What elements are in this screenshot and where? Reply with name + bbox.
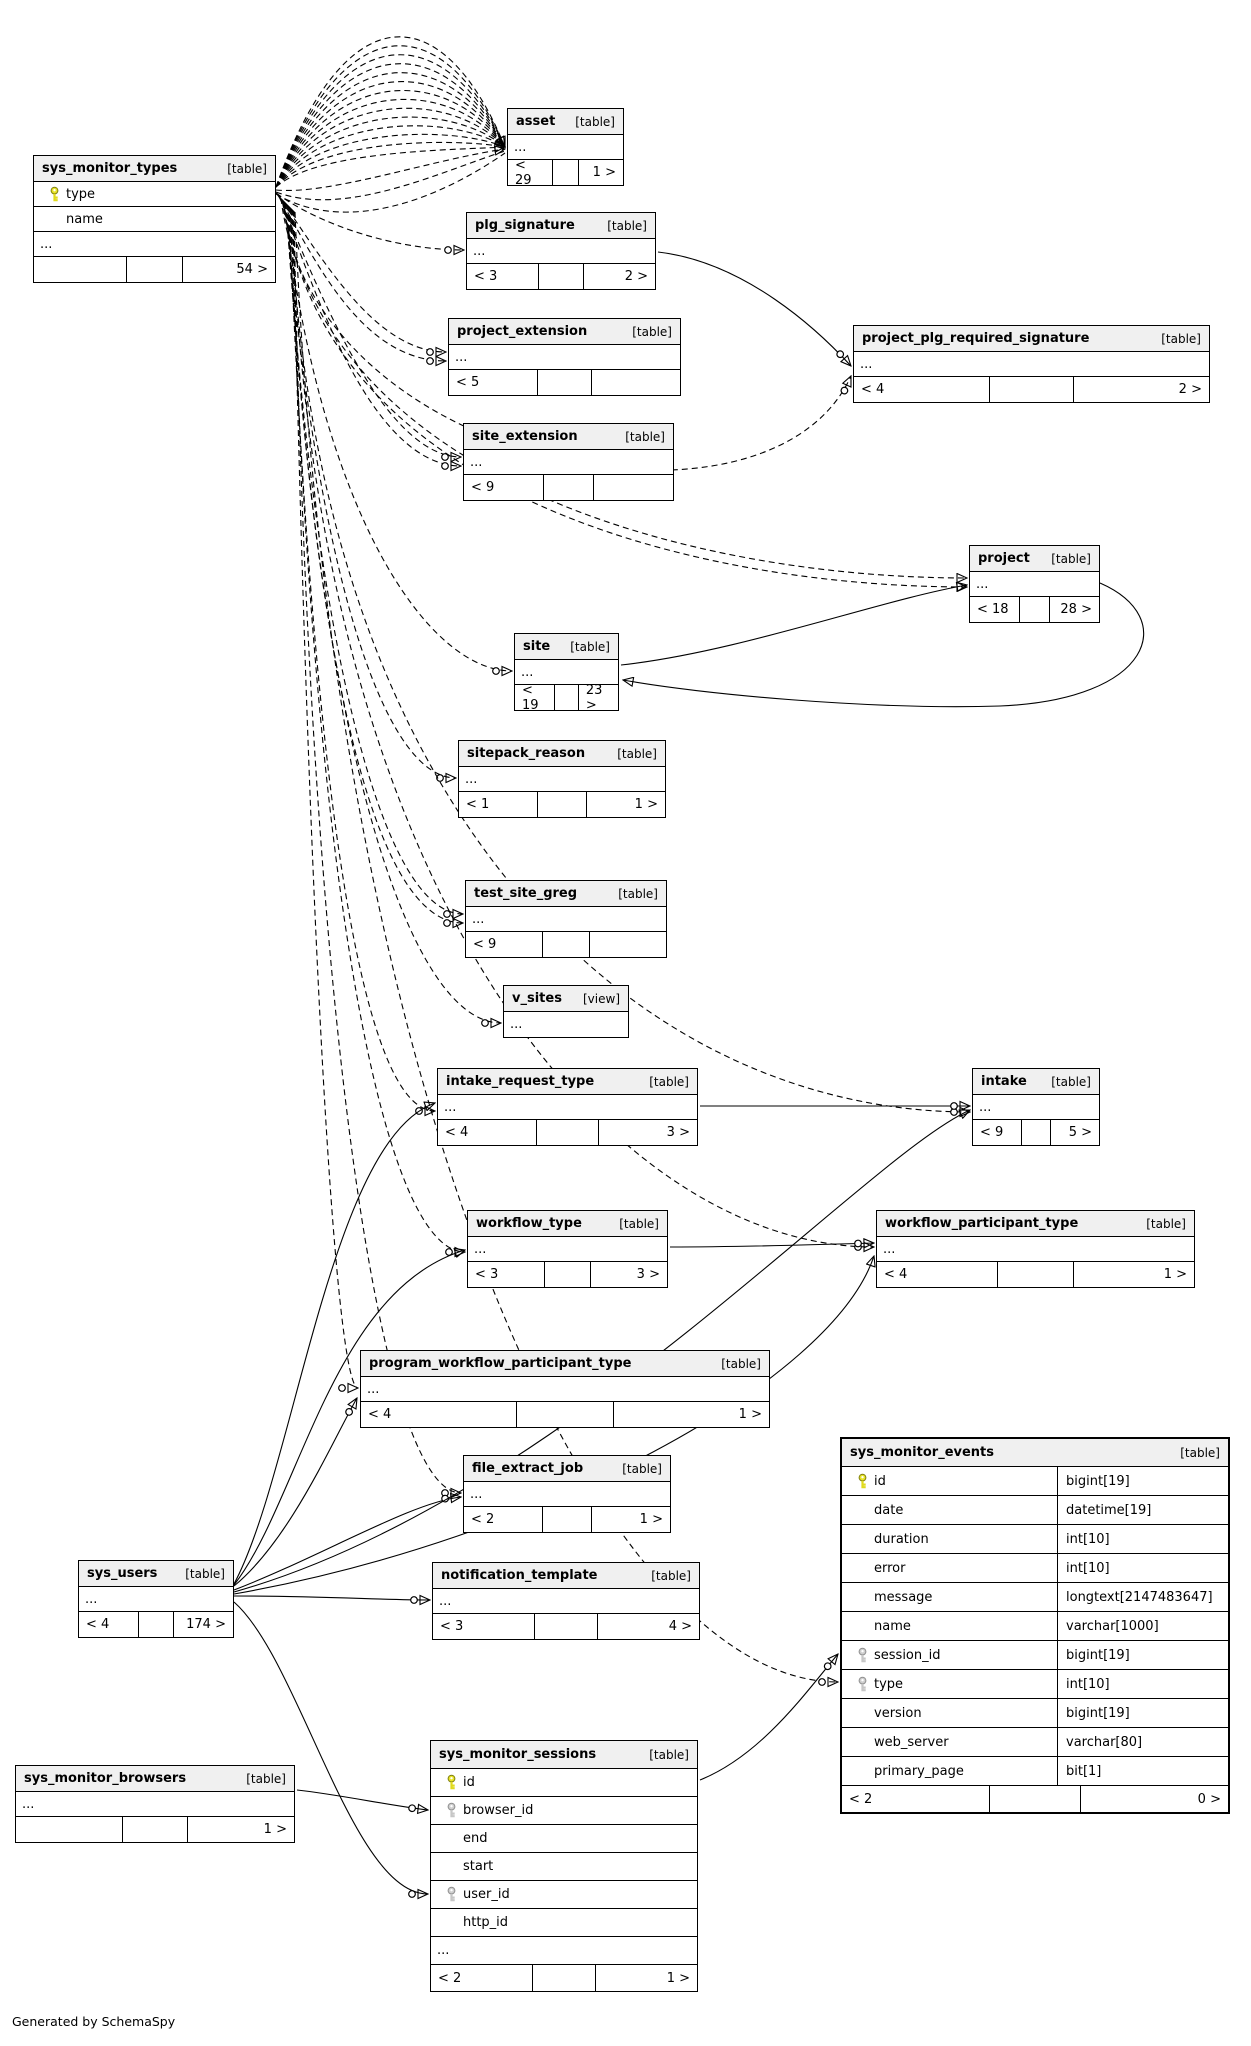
table-header: [464, 424, 673, 450]
footer-children-count: < 18: [977, 602, 1009, 617]
footer-spacer: [542, 932, 590, 957]
table-header: [466, 881, 666, 907]
column-name: web_server: [874, 1734, 949, 1750]
column-row: [842, 1641, 1228, 1670]
column-name: browser_id: [463, 1803, 534, 1818]
table-kind: [table]: [625, 429, 665, 444]
column-row: [431, 1769, 697, 1797]
column-row: [842, 1525, 1228, 1554]
column-row: [842, 1699, 1228, 1728]
column-name: type: [66, 186, 96, 202]
footer-spacer: [544, 1262, 592, 1287]
footer-spacer: [536, 1120, 598, 1145]
relationship-line: [276, 149, 505, 190]
table-kind: [table]: [649, 1074, 689, 1089]
table-name[interactable]: site: [523, 639, 551, 654]
table-header: [361, 1351, 769, 1377]
footer-spacer: [542, 1507, 591, 1532]
column-name: end: [463, 1831, 488, 1846]
ellipsis-row: [466, 907, 666, 932]
ellipsis-row: [459, 767, 665, 792]
table-name[interactable]: notification_template: [441, 1568, 598, 1583]
table-kind: [table]: [570, 639, 610, 654]
footer-spacer: [126, 257, 184, 282]
column-name: id: [463, 1775, 475, 1790]
table-project[interactable]: [969, 545, 1100, 623]
footer-spacer: [534, 1614, 598, 1639]
table-footer: [16, 1817, 294, 1842]
more-columns-label: ...: [472, 911, 485, 927]
more-columns-label: ...: [437, 1943, 450, 1958]
column-type: datetime[19]: [1057, 1496, 1228, 1524]
ellipsis-row: [431, 1937, 697, 1965]
table-intake[interactable]: [972, 1068, 1100, 1146]
footer-spacer: [997, 1262, 1073, 1287]
table-name[interactable]: sys_users: [87, 1566, 158, 1581]
table-footer: [464, 1507, 670, 1532]
ellipsis-row: [508, 135, 623, 160]
table-kind: [table]: [246, 1771, 286, 1786]
table-footer: [459, 792, 665, 817]
table-kind: [table]: [649, 1747, 689, 1762]
footer-parents-count: 3 >: [666, 1125, 690, 1140]
table-footer: [438, 1120, 697, 1145]
relationship-line: [294, 211, 461, 1493]
table-kind: [table]: [632, 324, 672, 339]
more-columns-label: ...: [521, 664, 534, 680]
table-sys_monitor_browsers[interactable]: [15, 1765, 295, 1843]
footer-children-count: < 4: [861, 382, 885, 397]
column-name: error: [874, 1560, 906, 1576]
table-kind: [table]: [1051, 551, 1091, 566]
table-footer: [468, 1262, 667, 1287]
table-header: [464, 1456, 670, 1482]
ellipsis-row: [438, 1095, 697, 1120]
generator-note: Generated by SchemaSpy: [12, 2014, 176, 2029]
column-row: [842, 1612, 1228, 1641]
more-columns-label: ...: [22, 1796, 35, 1812]
ellipsis-row: [468, 1237, 667, 1262]
column-name: type: [874, 1676, 904, 1692]
column-type: int[10]: [1057, 1554, 1228, 1582]
column-name: primary_page: [874, 1763, 964, 1779]
column-name: date: [874, 1502, 904, 1518]
footer-spacer: [122, 1817, 189, 1842]
column-type: varchar[1000]: [1057, 1612, 1228, 1640]
relationship-line: [276, 46, 505, 187]
table-header: [467, 213, 655, 239]
more-columns-label: ...: [439, 1593, 452, 1609]
footer-spacer: [554, 685, 579, 710]
table-header: [508, 109, 623, 135]
relationship-line: [234, 1596, 430, 1600]
footer-children-count: < 4: [368, 1407, 392, 1422]
column-name: name: [66, 211, 103, 227]
more-columns-label: ...: [979, 1099, 992, 1115]
table-sys_users[interactable]: [78, 1560, 234, 1638]
table-kind: [table]: [651, 1568, 691, 1583]
footer-children-count: < 3: [474, 269, 498, 284]
table-name[interactable]: program_workflow_participant_type: [369, 1356, 632, 1371]
footer-spacer: [1019, 597, 1050, 622]
table-name[interactable]: test_site_greg: [474, 886, 578, 901]
table-footer: [842, 1786, 1228, 1812]
footer-spacer: [989, 377, 1074, 402]
column-name: id: [874, 1473, 886, 1489]
more-columns-label: ...: [444, 1099, 457, 1115]
footer-children-count: < 29: [515, 157, 532, 188]
table-footer: [467, 264, 655, 289]
column-row: [34, 182, 275, 207]
relationship-line: [276, 108, 505, 187]
table-sys_monitor_types[interactable]: [33, 155, 276, 283]
table-footer: [361, 1402, 769, 1427]
footer-children-count: < 4: [884, 1267, 908, 1282]
table-header: [34, 156, 275, 182]
footer-parents-count: 2 >: [624, 269, 648, 284]
table-header: [449, 319, 680, 345]
ellipsis-row: [79, 1587, 233, 1612]
table-footer: [515, 682, 618, 713]
table-header: [877, 1211, 1194, 1237]
column-name: http_id: [463, 1915, 509, 1930]
ellipsis-row: [449, 345, 680, 370]
table-header: [16, 1766, 294, 1792]
table-name[interactable]: site_extension: [472, 429, 578, 444]
table-kind: [table]: [617, 746, 657, 761]
more-columns-label: ...: [465, 771, 478, 787]
table-name[interactable]: intake_request_type: [446, 1074, 595, 1089]
relationship-line: [234, 1497, 461, 1590]
table-name[interactable]: project_plg_required_signature: [862, 331, 1090, 346]
footer-spacer: [537, 792, 586, 817]
relationship-line: [277, 194, 446, 352]
relationship-line: [297, 1790, 428, 1810]
footer-spacer: [1021, 1120, 1051, 1145]
footer-children-count: < 2: [471, 1512, 495, 1527]
ellipsis-row: [464, 450, 673, 475]
ellipsis-row: [515, 660, 618, 685]
column-row: [842, 1670, 1228, 1699]
column-row: [431, 1825, 697, 1853]
footer-spacer: [989, 1786, 1082, 1812]
column-name: name: [874, 1618, 911, 1634]
column-type: varchar[80]: [1057, 1728, 1228, 1756]
ellipsis-row: [464, 1482, 670, 1507]
table-footer: [508, 157, 623, 188]
table-name[interactable]: v_sites: [512, 991, 562, 1006]
ellipsis-row: [854, 352, 1209, 377]
column-row: [431, 1881, 697, 1909]
table-name[interactable]: sys_monitor_types: [42, 161, 178, 176]
more-columns-label: ...: [85, 1591, 98, 1607]
table-header: [468, 1211, 667, 1237]
footer-parents-count: 1 >: [263, 1822, 287, 1837]
table-kind: [table]: [622, 1461, 662, 1476]
table-asset[interactable]: [507, 108, 624, 186]
relationship-line: [286, 203, 463, 914]
footer-spacer: [516, 1402, 614, 1427]
table-kind: [table]: [721, 1356, 761, 1371]
relationship-line: [279, 196, 461, 457]
foreign-key-icon: [439, 1886, 463, 1903]
footer-parents-count: [594, 475, 673, 500]
table-kind: [view]: [583, 991, 620, 1006]
table-kind: [table]: [607, 218, 647, 233]
relationship-line: [276, 91, 505, 187]
more-columns-label: ...: [470, 1486, 483, 1502]
table-name[interactable]: asset: [516, 114, 556, 129]
column-name: session_id: [874, 1647, 941, 1663]
table-header: [504, 986, 628, 1012]
footer-parents-count: 28 >: [1060, 602, 1092, 617]
table-header: [79, 1561, 233, 1587]
footer-children-count: [34, 257, 126, 282]
table-footer: [79, 1612, 233, 1637]
column-type: bigint[19]: [1057, 1467, 1228, 1495]
ellipsis-row: [877, 1237, 1194, 1262]
table-footer: [877, 1262, 1194, 1287]
relationship-line: [658, 252, 851, 366]
footer-children-count: < 3: [440, 1619, 464, 1634]
relationship-line: [289, 206, 435, 1111]
table-sys_monitor_events[interactable]: [840, 1437, 1230, 1814]
footer-spacer: [543, 475, 593, 500]
table-site_extension[interactable]: [463, 423, 674, 501]
table-name[interactable]: project: [978, 551, 1030, 566]
ellipsis-row: [433, 1589, 699, 1614]
table-header: [854, 326, 1209, 352]
more-columns-label: ...: [473, 243, 486, 259]
footer-parents-count: 5 >: [1068, 1125, 1092, 1140]
footer-children-count: < 5: [456, 375, 480, 390]
table-workflow_type[interactable]: [467, 1210, 668, 1288]
footer-parents-count: 1 >: [1163, 1267, 1187, 1282]
table-footer: [433, 1614, 699, 1639]
footer-children-count: [16, 1817, 122, 1842]
table-name[interactable]: intake: [981, 1074, 1027, 1089]
table-v_sites[interactable]: [503, 985, 629, 1038]
column-row: [431, 1853, 697, 1881]
ellipsis-row: [467, 239, 655, 264]
footer-children-count: < 9: [980, 1125, 1004, 1140]
footer-parents-count: 54 >: [236, 262, 268, 277]
table-name[interactable]: sys_monitor_sessions: [439, 1747, 597, 1762]
ellipsis-row: [973, 1095, 1099, 1120]
primary-key-icon: [42, 186, 66, 203]
more-columns-label: ...: [455, 349, 468, 365]
table-footer: [973, 1120, 1099, 1145]
footer-spacer: [138, 1612, 175, 1637]
column-row: [842, 1757, 1228, 1786]
column-type: int[10]: [1057, 1670, 1228, 1698]
footer-parents-count: 23 >: [585, 682, 603, 713]
footer-children-count: < 2: [438, 1970, 462, 1986]
more-columns-label: ...: [40, 236, 53, 252]
more-columns-label: ...: [514, 139, 527, 155]
table-name[interactable]: project_extension: [457, 324, 588, 339]
relationship-line: [276, 147, 505, 187]
table-name[interactable]: file_extract_job: [472, 1461, 584, 1476]
more-columns-label: ...: [474, 1241, 487, 1257]
table-footer: [431, 1965, 697, 1991]
footer-children-count: < 2: [849, 1791, 873, 1807]
relationship-line: [234, 1602, 428, 1894]
table-name[interactable]: workflow_participant_type: [885, 1216, 1079, 1231]
column-row: [431, 1797, 697, 1825]
table-footer: [34, 257, 275, 282]
table-header: [973, 1069, 1099, 1095]
primary-key-icon: [850, 1473, 874, 1490]
table-footer: [466, 932, 666, 957]
footer-children-count: < 4: [445, 1125, 469, 1140]
table-kind: [table]: [1146, 1216, 1186, 1231]
relationship-line: [276, 134, 505, 187]
footer-parents-count: 1 >: [738, 1407, 762, 1422]
table-workflow_participant_type[interactable]: [876, 1210, 1195, 1288]
table-program_workflow_participant_type[interactable]: [360, 1350, 770, 1428]
footer-parents-count: 1 >: [666, 1970, 690, 1986]
foreign-key-icon: [850, 1676, 874, 1693]
table-kind: [table]: [619, 1216, 659, 1231]
table-test_site_greg[interactable]: [465, 880, 667, 958]
footer-children-count: < 1: [466, 797, 490, 812]
column-row: [34, 207, 275, 232]
column-type: bit[1]: [1057, 1757, 1228, 1785]
table-kind: [table]: [185, 1566, 225, 1581]
table-header: [970, 546, 1099, 572]
footer-children-count: < 9: [473, 937, 497, 952]
table-notification_template[interactable]: [432, 1562, 700, 1640]
footer-children-count: < 19: [522, 682, 539, 713]
table-project_extension[interactable]: [448, 318, 681, 396]
ellipsis-row: [970, 572, 1099, 597]
table-kind: [table]: [1180, 1445, 1220, 1460]
table-header: [459, 741, 665, 767]
footer-children-count: < 9: [471, 480, 495, 495]
table-name[interactable]: sys_monitor_events: [850, 1445, 995, 1460]
more-columns-label: ...: [367, 1381, 380, 1397]
column-type: bigint[19]: [1057, 1699, 1228, 1727]
column-name: user_id: [463, 1887, 510, 1902]
relationship-line: [234, 1103, 435, 1584]
footer-parents-count: 3 >: [636, 1267, 660, 1282]
primary-key-icon: [439, 1774, 463, 1791]
table-footer: [449, 370, 680, 395]
table-file_extract_job[interactable]: [463, 1455, 671, 1533]
footer-spacer: [538, 264, 583, 289]
table-site[interactable]: [514, 633, 619, 711]
ellipsis-row: [16, 1792, 294, 1817]
column-row: [842, 1554, 1228, 1583]
foreign-key-icon: [850, 1647, 874, 1664]
column-row: [431, 1909, 697, 1937]
table-header: [842, 1439, 1228, 1467]
footer-parents-count: [590, 932, 666, 957]
table-name[interactable]: sitepack_reason: [467, 746, 586, 761]
column-type: int[10]: [1057, 1525, 1228, 1553]
more-columns-label: ...: [470, 454, 483, 470]
ellipsis-row: [504, 1012, 628, 1037]
table-header: [433, 1563, 699, 1589]
column-row: [842, 1583, 1228, 1612]
table-kind: [table]: [227, 161, 267, 176]
footer-parents-count: 1 >: [639, 1512, 663, 1527]
footer-parents-count: 1 >: [634, 797, 658, 812]
table-kind: [table]: [575, 114, 615, 129]
table-project_plg_required_signature[interactable]: [853, 325, 1210, 403]
table-footer: [854, 377, 1209, 402]
footer-parents-count: 174 >: [186, 1617, 226, 1632]
more-columns-label: ...: [883, 1241, 896, 1257]
more-columns-label: ...: [976, 576, 989, 592]
table-footer: [464, 475, 673, 500]
relationship-line: [276, 73, 505, 187]
column-row: [842, 1728, 1228, 1757]
footer-parents-count: 0 >: [1197, 1791, 1221, 1807]
table-header: [431, 1741, 697, 1769]
column-name: duration: [874, 1531, 929, 1547]
table-kind: [table]: [1161, 331, 1201, 346]
table-name[interactable]: workflow_type: [476, 1216, 582, 1231]
footer-children-count: < 3: [475, 1267, 499, 1282]
table-sys_monitor_sessions[interactable]: [430, 1740, 698, 1992]
foreign-key-icon: [439, 1802, 463, 1819]
more-columns-label: ...: [860, 356, 873, 372]
footer-parents-count: 4 >: [668, 1619, 692, 1634]
table-header: [438, 1069, 697, 1095]
table-plg_signature[interactable]: [466, 212, 656, 290]
column-type: longtext[2147483647]: [1057, 1583, 1228, 1611]
table-sitepack_reason[interactable]: [458, 740, 666, 818]
table-header: [515, 634, 618, 660]
table-name[interactable]: plg_signature: [475, 218, 575, 233]
column-name: version: [874, 1705, 922, 1721]
ellipsis-row: [361, 1377, 769, 1402]
column-name: start: [463, 1859, 494, 1874]
table-kind: [table]: [1051, 1074, 1091, 1089]
footer-parents-count: [592, 370, 680, 395]
footer-parents-count: 1 >: [592, 165, 616, 180]
footer-children-count: < 4: [86, 1617, 110, 1632]
column-row: [842, 1467, 1228, 1496]
column-type: bigint[19]: [1057, 1641, 1228, 1669]
table-kind: [table]: [618, 886, 658, 901]
more-columns-label: ...: [510, 1017, 523, 1032]
table-intake_request_type[interactable]: [437, 1068, 698, 1146]
table-name[interactable]: sys_monitor_browsers: [24, 1771, 187, 1786]
relationship-line: [700, 1654, 838, 1780]
column-row: [842, 1496, 1228, 1525]
footer-spacer: [552, 160, 580, 185]
relationship-line: [293, 210, 358, 1388]
relationship-line: [276, 153, 505, 212]
footer-spacer: [532, 1965, 596, 1991]
ellipsis-row: [34, 232, 275, 257]
table-footer: [970, 597, 1099, 622]
relationship-line: [287, 204, 463, 923]
relationship-line: [621, 585, 967, 665]
column-name: message: [874, 1589, 933, 1605]
footer-spacer: [537, 370, 592, 395]
footer-parents-count: 2 >: [1178, 382, 1202, 397]
